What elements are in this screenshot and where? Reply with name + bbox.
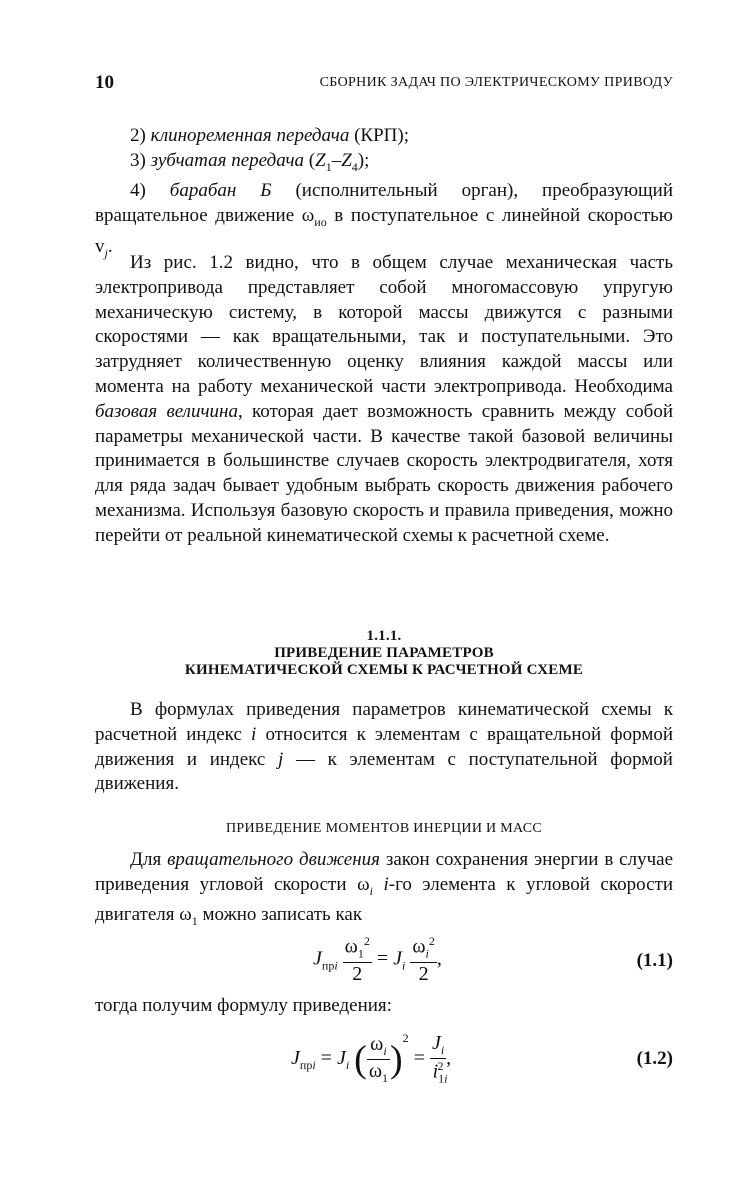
paragraph-1: Из рис. 1.2 видно, что в общем случае механическая часть электропривода представляет собой многомассовую упругую механическую систему, в которой массы движутся с разными скоростями — как вращательными, так и поступательными. Это затрудняет количественную оценку влияния каждой массы или момента на работу механической части электропривода. Необходима базовая величина, которая дает возможность сравнить между собой параметры механической части. В качестве такой базовой величины принимается в большинстве случаев скорость электродвигателя, хотя для ряда задач бывает удобным выбрать скорость движения рабочего механизма. Используя базовую скорость и правила приведения, можно перейти от реальной кинематической схемы к расчетной схеме.	[95, 252, 673, 546]
page-header	[95, 72, 673, 96]
list-item-2: 2) клиноременная передача (КРП);	[130, 125, 409, 146]
page-number: 10	[95, 72, 114, 93]
equation-1-2	[95, 1026, 673, 1096]
paragraph-3: Для вращательного движения закон сохранения энергии в случае приведения угловой скорости $\omega_i$ i-го элемента к угловой скорости двигателя $\omega_1$ можно записать как	[95, 849, 674, 929]
section-heading	[95, 628, 673, 679]
between-text: тогда получим формулу приведения:	[95, 995, 392, 1016]
equation-number-1-1: (1.1)	[636, 950, 673, 971]
paragraph-2: В формулах приведения параметров кинематической схемы к расчетной индекс i относится к элементам с вращательной формой движения и индекс j — к элементам с поступательной формой движения.	[95, 699, 674, 795]
section-title-line2: КИНЕМАТИЧЕСКОЙ СХЕМЫ К РАСЧЕТНОЙ СХЕМЕ	[184, 662, 584, 678]
running-title: СБОРНИК ЗАДАЧ ПО ЭЛЕКТРИЧЕСКОМУ ПРИВОДУ	[319, 75, 673, 90]
list-block	[95, 124, 673, 265]
equation-1-1	[95, 930, 673, 994]
equation-number-1-2: (1.2)	[636, 1048, 673, 1069]
subsection-heading: ПРИВЕДЕНИЕ МОМЕНТОВ ИНЕРЦИИ И МАСС	[226, 821, 542, 836]
section-title-line1: ПРИВЕДЕНИЕ ПАРАМЕТРОВ	[274, 645, 494, 661]
equation-1-2-formula: $J_{прi} = J_i$ ( $\frac{\omega_i}{\omega_1}$ )$^2$ = $\frac{J_i}{i_{1i}^2}$ ,	[291, 1031, 452, 1086]
list-item-3: 3) зубчатая передача $(Z_1-Z_4)$;	[130, 149, 370, 174]
equation-1-1-formula: $J_{прi}$ $\frac{\omega_1^2}{2}$ = $J_i$ $\frac{\omega_i^2}{2}$ ,	[313, 934, 442, 985]
list-item-4: 4) барабан Б (исполнительный орган), преобразующий вращательное движение $\omega_{ио}$ в поступательное с линейной скоростью $v_j$.	[95, 180, 674, 260]
section-number: 1.1.1.	[366, 628, 402, 644]
